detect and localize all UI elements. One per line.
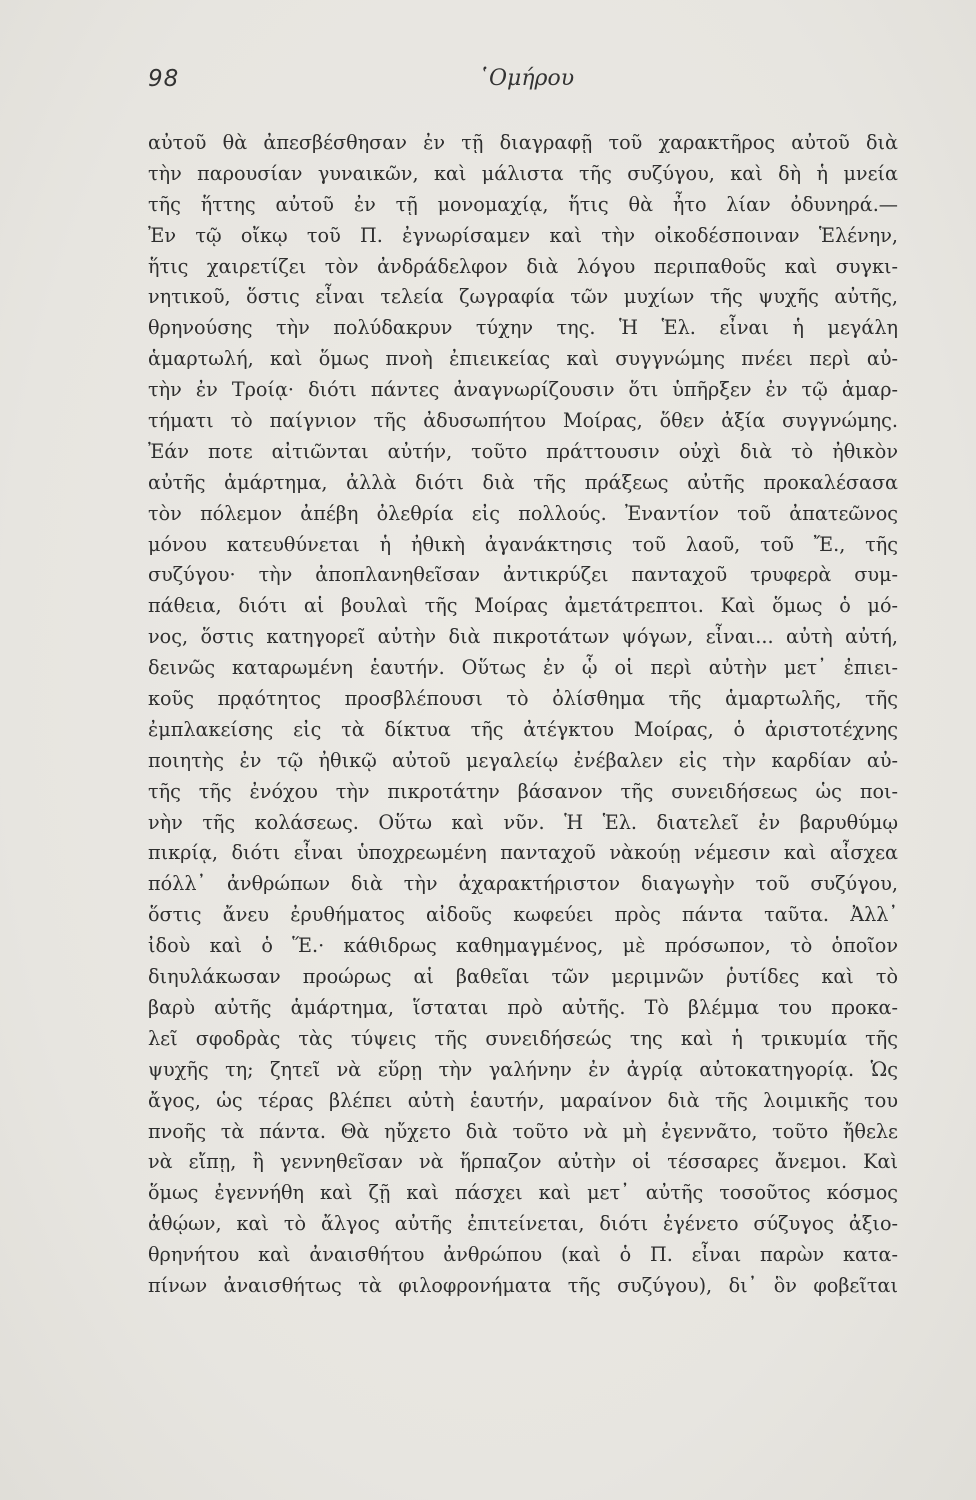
body-text — [148, 128, 898, 1302]
text-line: τὴν παρουσίαν γυναικῶν, καὶ μάλιστα τῆς συζύγου, καὶ δὴ ἡ μνεία — [148, 161, 898, 185]
text-line: βαρὺ αὐτῆς ἁμάρτημα, ἵσταται πρὸ αὐτῆς. Τὸ βλέμμα του προκα- — [148, 995, 898, 1019]
text-line: διηυλάκωσαν προώρως αἱ βαθεῖαι τῶν μεριμνῶν ῥυτίδες καὶ τὸ — [148, 965, 898, 989]
text-line: ἐμπλακείσης εἰς τὰ δίκτυα τῆς ἀτέγκτου Μοίρας, ὁ ἀριστοτέχνης — [148, 717, 898, 741]
text-line: ἥτις χαιρετίζει τὸν ἀνδράδελφον διὰ λόγου περιπαθοῦς καὶ συγκι- — [148, 254, 898, 278]
text-line: τὸν πόλεμον ἀπέβη ὀλεθρία εἰς πολλούς. Ἐναντίον τοῦ ἀπατεῶνος — [148, 501, 898, 525]
text-line: αὐτοῦ θὰ ἀπεσβέσθησαν ἐν τῇ διαγραφῇ τοῦ χαρακτῆρος αὐτοῦ διὰ — [148, 131, 898, 154]
text-line: θρηνήτου καὶ ἀναισθήτου ἀνθρώπου (καὶ ὁ Π. εἶναι παρὼν κατα- — [148, 1243, 898, 1267]
text-line: κοῦς πρᾳότητος προσβλέπουσι τὸ ὀλίσθημα τῆς ἁμαρτωλῆς, τῆς — [148, 687, 898, 711]
text-line: θρηνούσης τὴν πολύδακρυν τύχην της. Ἡ Ἑλ. εἶναι ἡ μεγάλη — [148, 316, 898, 340]
text-line: ὅμως ἐγεννήθη καὶ ζῇ καὶ πάσχει καὶ μετ᾽ αὐτῆς τοσοῦτος κόσμος — [148, 1181, 898, 1205]
text-line: ἀθῴων, καὶ τὸ ἄλγος αὐτῆς ἐπιτείνεται, διότι ἐγένετο σύζυγος ἀξιο- — [148, 1212, 898, 1236]
text-line: πικρίᾳ, διότι εἶναι ὑποχρεωμένη πανταχοῦ νὰκούῃ νέμεσιν καὶ αἶσχεα — [148, 841, 898, 865]
text-line: τήματι τὸ παίγνιον τῆς ἀδυσωπήτου Μοίρας, ὅθεν ἀξία συγγνώμης. — [148, 409, 898, 433]
text-line: πνοῆς τὰ πάντα. Θὰ ηὔχετο διὰ τοῦτο νὰ μὴ ἐγεννᾶτο, τοῦτο ἤθελε — [148, 1119, 898, 1143]
page-number: 98 — [148, 66, 180, 92]
text-line: ποιητὴς ἐν τῷ ἠθικῷ αὐτοῦ μεγαλείῳ ἐνέβαλεν εἰς τὴν καρδίαν αὐ- — [148, 748, 898, 772]
text-line: τῆς τῆς ἐνόχου τὴν πικροτάτην βάσανον τῆς συνειδήσεως ὡς ποι- — [148, 779, 898, 803]
text-line: ἄγος, ὡς τέρας βλέπει αὐτὴ ἑαυτήν, μαραίνον διὰ τῆς λοιμικῆς του — [148, 1088, 898, 1112]
text-line: πίνων ἀναισθήτως τὰ φιλοφρονήματα τῆς συζύγου), δι᾽ ὃν φοβεῖται — [148, 1273, 898, 1297]
text-line: τὴν ἐν Τροίᾳ· διότι πάντες ἀναγνωρίζουσιν ὅτι ὑπῆρξεν ἐν τῷ ἁμαρ- — [148, 378, 898, 402]
text-line: πάθεια, διότι αἱ βουλαὶ τῆς Μοίρας ἀμετάτρεπτοι. Καὶ ὅμως ὁ μό- — [148, 594, 898, 618]
text-line: δεινῶς καταρωμένη ἑαυτήν. Οὕτως ἐν ᾧ οἱ περὶ αὐτὴν μετ᾽ ἐπιει- — [148, 656, 898, 680]
text-line: ὅστις ἄνευ ἐρυθήματος αἰδοῦς κωφεύει πρὸς πάντα ταῦτα. Ἀλλ᾽ — [148, 903, 898, 927]
text-line: ἁμαρτωλή, καὶ ὅμως πνοὴ ἐπιεικείας καὶ συγγνώμης πνέει περὶ αὐ- — [148, 347, 898, 371]
text-line: πόλλ᾽ ἀνθρώπων διὰ τὴν ἀχαρακτήριστον διαγωγὴν τοῦ συζύγου, — [148, 872, 898, 896]
running-head: ῾Ομήρου — [478, 66, 575, 91]
page-header — [148, 66, 896, 106]
text-line: ἰδοὺ καὶ ὁ Ἕ.· κάθιδρως καθημαγμένος, μὲ πρόσωπον, τὸ ὁποῖον — [148, 934, 898, 958]
text-line: συζύγου· τὴν ἀποπλανηθεῖσαν ἀντικρύζει πανταχοῦ τρυφερὰ συμ- — [148, 563, 898, 587]
text-line: νὰ εἴπῃ, ἢ γεννηθεῖσαν νὰ ἥρπαζον αὐτὴν οἱ τέσσαρες ἄνεμοι. Καὶ — [148, 1150, 898, 1174]
text-line: Ἐν τῷ οἴκῳ τοῦ Π. ἐγνωρίσαμεν καὶ τὴν οἰκοδέσποιναν Ἑλένην, — [148, 223, 898, 247]
text-line: τῆς ἥττης αὐτοῦ ἐν τῇ μονομαχίᾳ, ἥτις θὰ ἦτο λίαν ὀδυνηρά.— — [148, 192, 898, 216]
text-line: μόνου κατευθύνεται ἡ ἠθικὴ ἀγανάκτησις τοῦ λαοῦ, τοῦ Ἔ., τῆς — [148, 532, 898, 556]
text-line: ψυχῆς τη; ζητεῖ νὰ εὕρῃ τὴν γαλήνην ἐν ἀγρίᾳ αὐτοκατηγορίᾳ. Ὡς — [148, 1057, 898, 1081]
text-line: νητικοῦ, ὅστις εἶναι τελεία ζωγραφία τῶν μυχίων τῆς ψυχῆς αὐτῆς, — [148, 285, 898, 309]
text-line: λεῖ σφοδρὰς τὰς τύψεις τῆς συνειδήσεώς της καὶ ἡ τρικυμία τῆς — [148, 1026, 898, 1050]
text-line: αὐτῆς ἁμάρτημα, ἀλλὰ διότι διὰ τῆς πράξεως αὐτῆς προκαλέσασα — [148, 470, 898, 494]
text-line: Ἐάν ποτε αἰτιῶνται αὐτήν, τοῦτο πράττουσιν οὐχὶ διὰ τὸ ἠθικὸν — [148, 439, 898, 463]
text-line: νὴν τῆς κολάσεως. Οὕτω καὶ νῦν. Ἡ Ἑλ. διατελεῖ ἐν βαρυθύμῳ — [148, 810, 898, 834]
text-line: νος, ὅστις κατηγορεῖ αὐτὴν διὰ πικροτάτων ψόγων, εἶναι... αὐτὴ αὐτή, — [148, 625, 898, 649]
